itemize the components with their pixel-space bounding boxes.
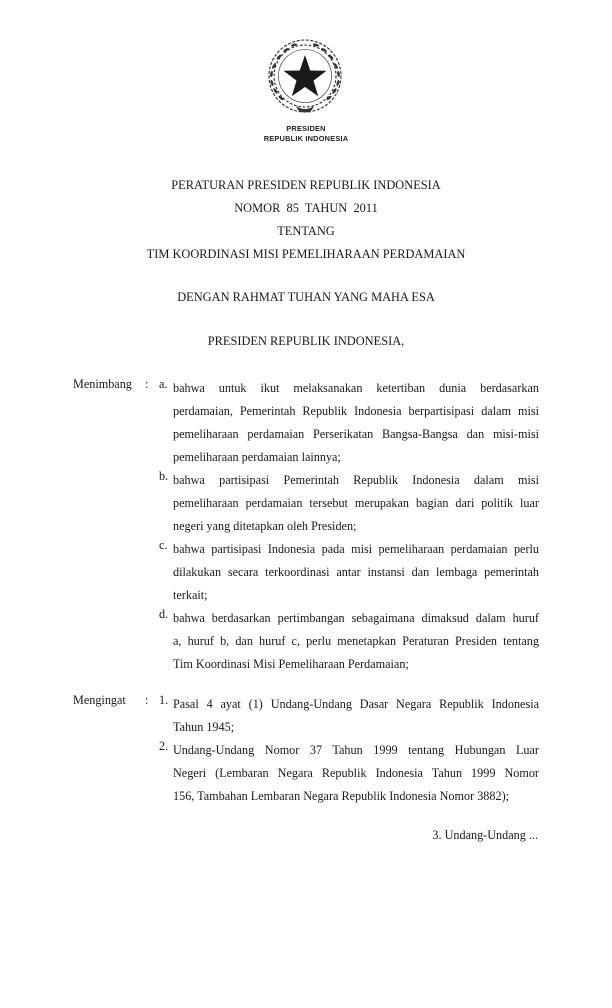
item-text [173, 693, 539, 739]
regulation-tentang: TENTANG [277, 224, 335, 238]
emblem-caption-republik: REPUBLIK INDONESIA [263, 134, 349, 143]
text-line: bahwa berdasarkan pertimbangan sebagaimana dimaksud dalam huruf [173, 611, 539, 625]
text-line: Tim Koordinasi Misi Pemeliharaan Perdamaian; [173, 657, 409, 671]
text-line: Pasal 4 ayat (1) Undang-Undang Dasar Negara Republik Indonesia [173, 697, 539, 711]
text-line: negeri yang ditetapkan oleh Presiden; [173, 519, 357, 533]
text-line: bahwa untuk ikut melaksanakan ketertiban dunia berdasarkan [173, 381, 539, 395]
presidential-emblem-icon [262, 36, 348, 118]
text-line: pemeliharaan perdamaian Perserikatan Bangsa-Bangsa dan misi-misi [173, 427, 539, 441]
text-line: terkait; [173, 588, 208, 602]
regulation-subject: TIM KOORDINASI MISI PEMELIHARAAN PERDAMAIAN [146, 247, 466, 261]
mengingat-label: Mengingat [73, 693, 126, 707]
item-marker: 1. [159, 693, 169, 707]
text-line: dilakukan secara terkoordinasi antar instansi dan lembaga pemerintah [173, 565, 539, 579]
invocation: DENGAN RAHMAT TUHAN YANG MAHA ESA [177, 290, 435, 304]
text-line: Tahun 1945; [173, 720, 235, 734]
item-marker: a. [159, 377, 168, 391]
menimbang-colon: : [145, 377, 149, 391]
item-text [173, 538, 539, 607]
item-text [173, 377, 539, 469]
item-text [173, 739, 539, 808]
text-line: perdamaian, Pemerintah Republik Indonesia berpartisipasi dalam misi [173, 404, 539, 418]
text-line: Undang-Undang Nomor 37 Tahun 1999 tentang Hubungan Luar [173, 743, 539, 757]
item-text [173, 469, 539, 538]
item-marker: 2. [159, 739, 169, 753]
text-line: a, huruf b, dan huruf c, perlu menetapkan Peraturan Presiden tentang [173, 634, 539, 648]
text-line: pemeliharaan perdamaian lainnya; [173, 450, 341, 464]
item-text [173, 607, 539, 676]
item-marker: c. [159, 538, 168, 552]
regulation-title: PERATURAN PRESIDEN REPUBLIK INDONESIA [171, 178, 441, 192]
emblem-caption-presiden: PRESIDEN [286, 124, 326, 133]
text-line: pemeliharaan perdamaian tersebut merupakan bagian dari politik luar [173, 496, 539, 510]
mengingat-colon: : [145, 693, 149, 707]
page-continuation: 3. Undang-Undang ... [432, 828, 538, 842]
text-line: Negeri (Lembaran Negara Republik Indonesia Tahun 1999 Nomor [173, 766, 539, 780]
item-marker: b. [159, 469, 169, 483]
text-line: 156, Tambahan Lembaran Negara Republik Indonesia Nomor 3882); [173, 789, 510, 803]
text-line: bahwa partisipasi Indonesia pada misi pemeliharaan perdamaian perlu [173, 542, 539, 556]
item-marker: d. [159, 607, 169, 621]
menimbang-label: Menimbang [73, 377, 132, 391]
text-line: bahwa partisipasi Pemerintah Republik Indonesia dalam misi [173, 473, 539, 487]
issuer: PRESIDEN REPUBLIK INDONESIA, [207, 334, 405, 348]
regulation-number: NOMOR 85 TAHUN 2011 [234, 201, 378, 215]
